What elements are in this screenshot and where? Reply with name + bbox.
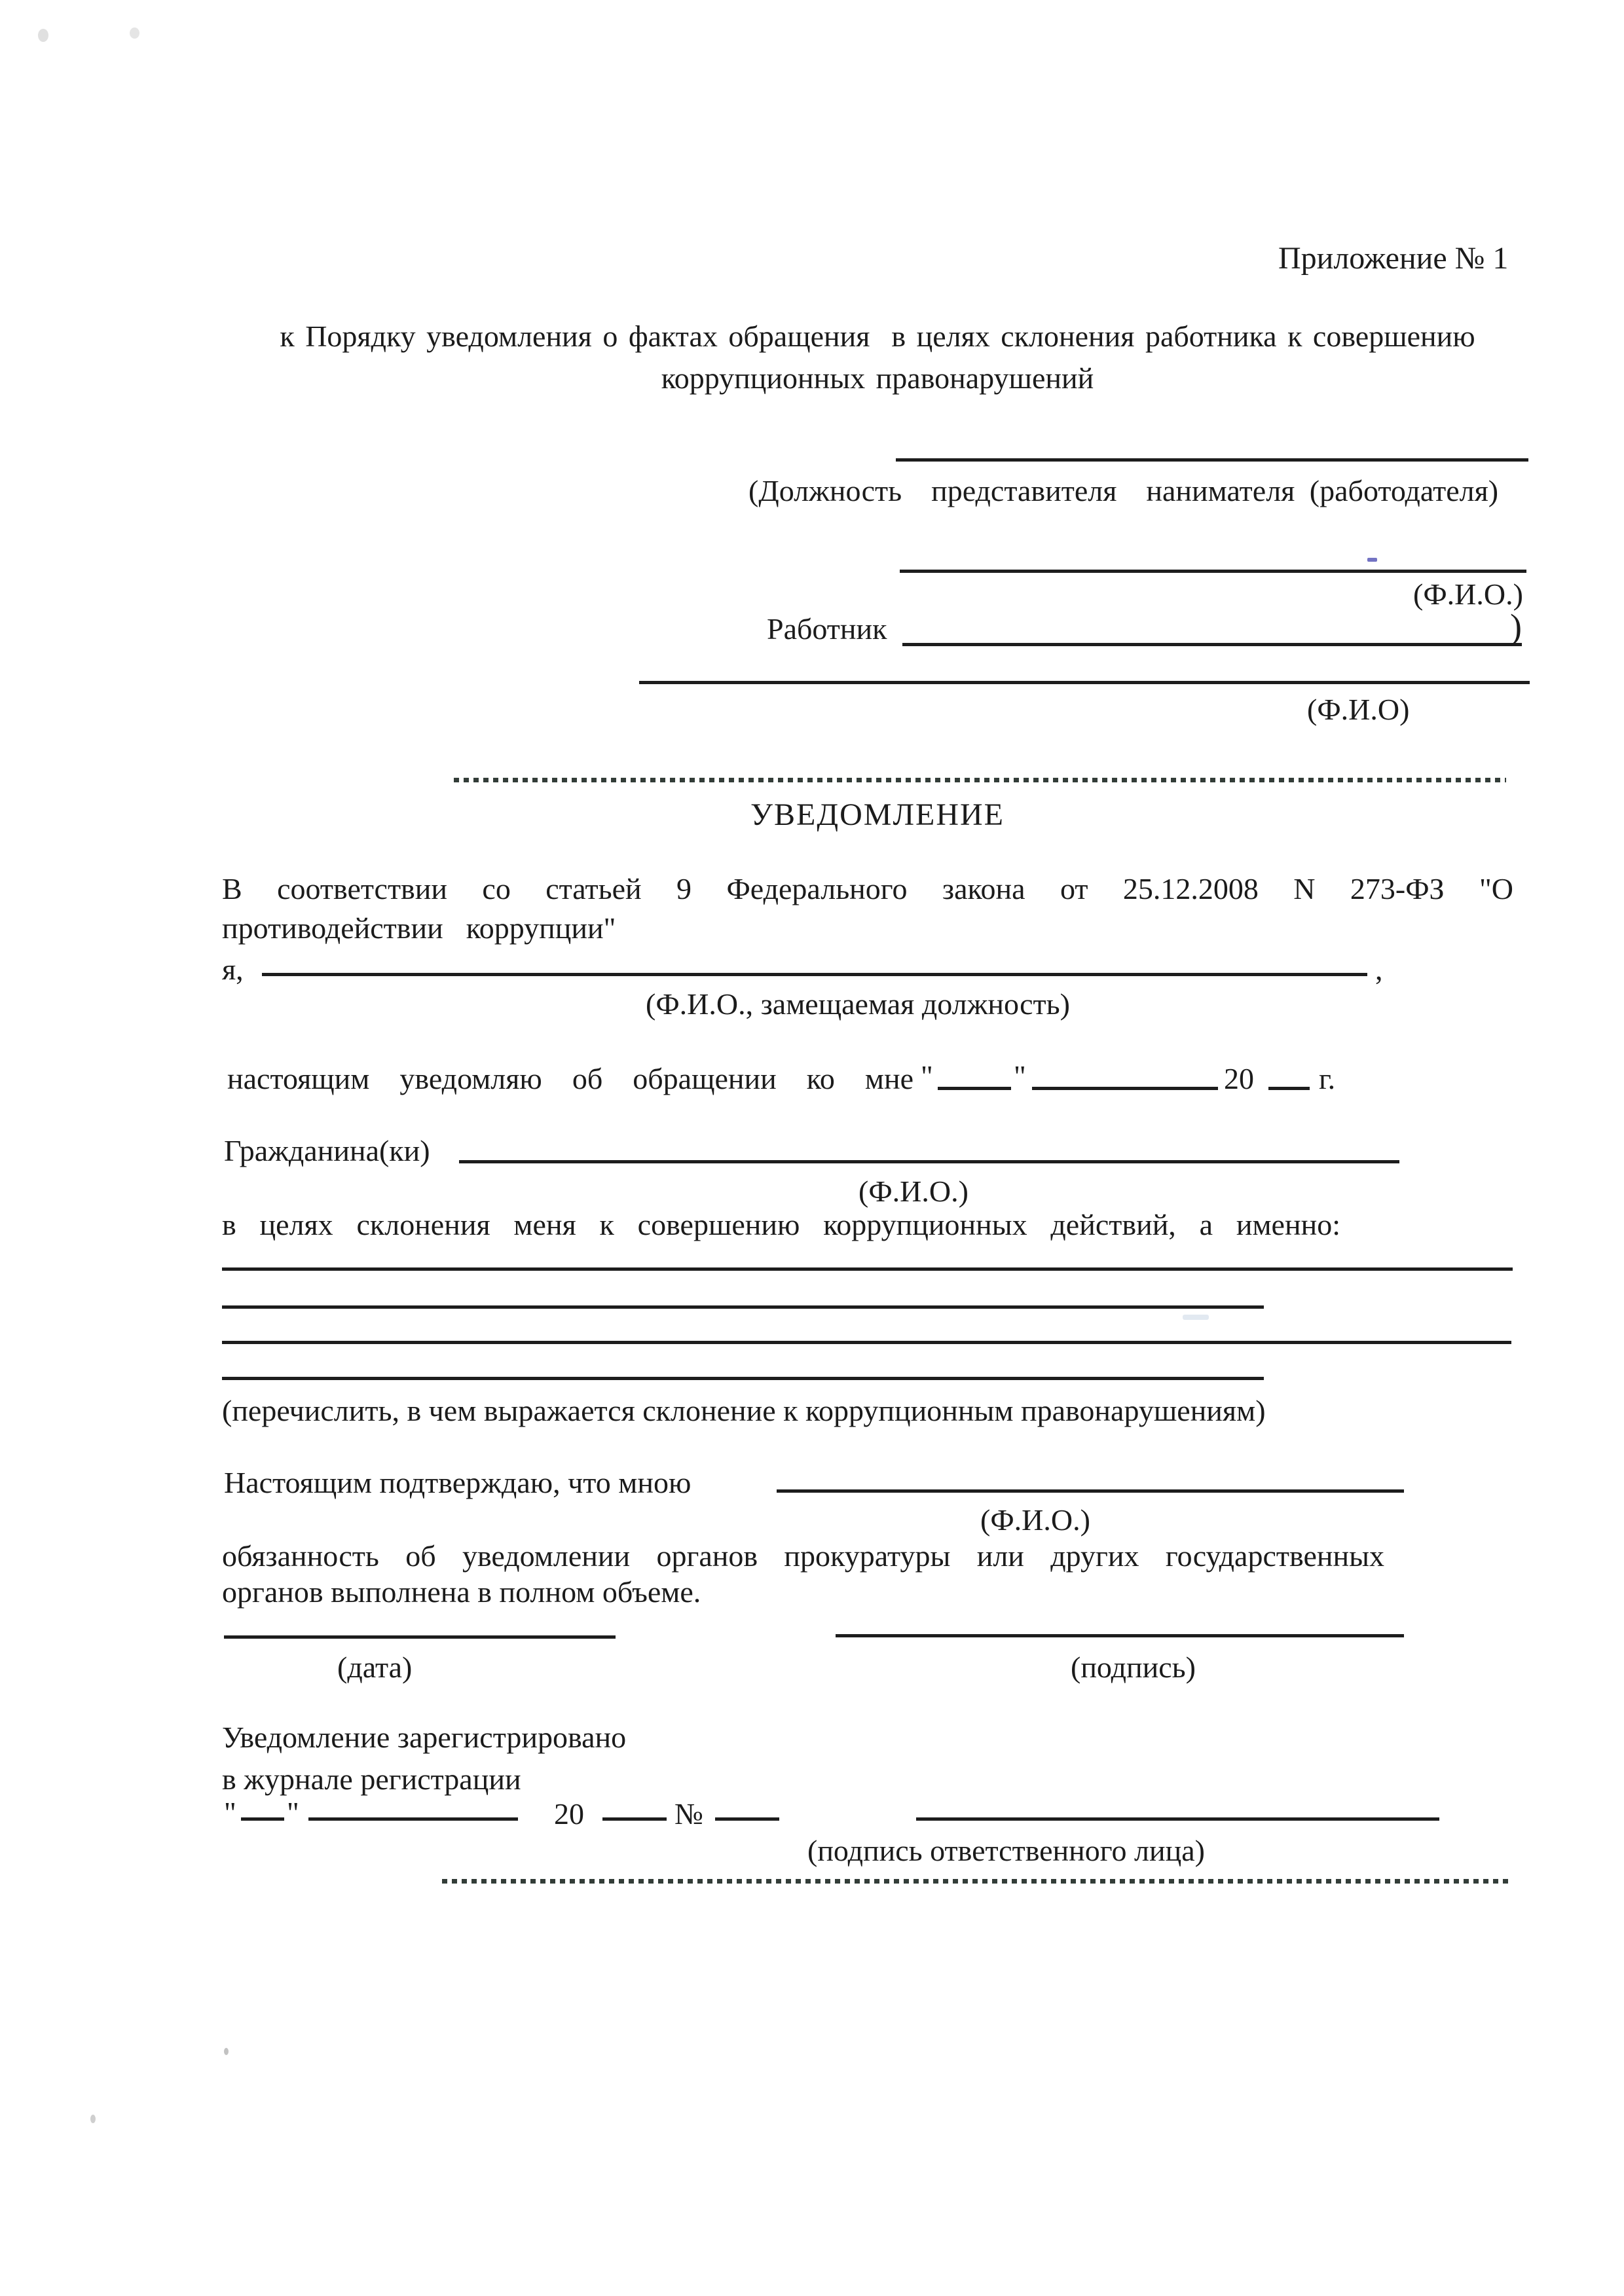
reg-number-line (715, 1817, 779, 1821)
scan-speck (224, 2048, 229, 2055)
details-caption: (перечислить, в чем выражается склонение к коррупционным правонарушениям) (222, 1394, 1266, 1427)
worker-fio-line (639, 681, 1530, 684)
employer-position-line (896, 458, 1528, 462)
reg-month-line (308, 1817, 518, 1821)
month-blank-line (1032, 1087, 1218, 1090)
ink-speck (1367, 558, 1377, 562)
details-line-4 (222, 1377, 1264, 1380)
scan-speck (1183, 1315, 1209, 1320)
day-open-quote: " (921, 1059, 933, 1093)
year-prefix: 20 (1224, 1062, 1254, 1095)
duty-line-2: органов выполнена в полном объеме. (222, 1575, 701, 1609)
day-close-quote: " (1014, 1059, 1026, 1093)
worker-close-paren: ) (1510, 607, 1522, 646)
scan-speck (90, 2115, 96, 2123)
reg-day-line (241, 1817, 284, 1821)
notice-title: УВЕДОМЛЕНИЕ (750, 797, 1005, 832)
separator-dashed-top (454, 778, 1506, 782)
worker-fio-caption: (Ф.И.О) (1307, 693, 1410, 726)
confirm-fio-caption: (Ф.И.О.) (980, 1503, 1090, 1537)
details-line-1 (222, 1267, 1513, 1271)
responsible-signature-line (916, 1817, 1439, 1821)
signature-line (836, 1634, 1404, 1637)
scan-speck (38, 29, 48, 42)
reg-year-line (602, 1817, 667, 1821)
citizen-fio-caption: (Ф.И.О.) (858, 1175, 969, 1208)
notify-text: настоящим уведомляю об обращении ко мне (227, 1062, 913, 1095)
header-line-1: к Порядку уведомления о фактах обращения в целях склонения работника к совершению (280, 319, 1475, 353)
me-name-line (262, 973, 1367, 976)
year-blank-line (1268, 1087, 1310, 1090)
employer-fio-line (900, 570, 1526, 573)
details-line-2 (222, 1305, 1264, 1309)
registration-line-2: в журнале регистрации (222, 1762, 521, 1796)
me-label: я, (222, 953, 244, 986)
intro-line-1: В соответствии со статьей 9 Федерального закона от 25.12.2008 N 273-ФЗ "О (222, 872, 1513, 905)
confirm-fio-line (777, 1489, 1404, 1493)
date-line (224, 1635, 616, 1639)
purpose-text: в целях склонения меня к совершению коррупционных действий, а именно: (222, 1208, 1340, 1241)
reg-year-prefix: 20 (554, 1797, 584, 1831)
header-line-2: коррупционных правонарушений (661, 361, 1094, 395)
employer-position-caption: (Должность представителя нанимателя (работодателя) (748, 474, 1499, 507)
reg-number-sign: № (674, 1797, 703, 1831)
duty-line-1: обязанность об уведомлении органов прокуратуры или других государственных (222, 1539, 1384, 1573)
worker-label: Работник (767, 612, 887, 646)
day-blank-line (938, 1087, 1011, 1090)
employer-fio-caption: (Ф.И.О.) (1413, 577, 1523, 611)
separator-dashed-bottom (442, 1879, 1513, 1884)
reg-day-close-quote: " (287, 1796, 299, 1829)
reg-day-open-quote: " (224, 1796, 236, 1829)
worker-name-line (902, 643, 1522, 646)
scan-speck (130, 27, 139, 39)
intro-line-2: противодействии коррупции" (222, 911, 616, 945)
confirm-text: Настоящим подтверждаю, что мною (224, 1466, 692, 1499)
appendix-label: Приложение № 1 (1278, 241, 1509, 276)
year-suffix: г. (1319, 1062, 1336, 1095)
signature-caption: (подпись) (1071, 1650, 1196, 1684)
date-caption: (дата) (337, 1650, 413, 1684)
details-line-3 (222, 1341, 1511, 1344)
registration-line-1: Уведомление зарегистрировано (222, 1721, 627, 1754)
me-caption: (Ф.И.О., замещаемая должность) (646, 987, 1070, 1021)
citizen-label: Гражданина(ки) (224, 1134, 430, 1167)
citizen-name-line (459, 1160, 1399, 1163)
responsible-caption: (подпись ответственного лица) (807, 1834, 1205, 1867)
me-comma: , (1375, 953, 1383, 986)
